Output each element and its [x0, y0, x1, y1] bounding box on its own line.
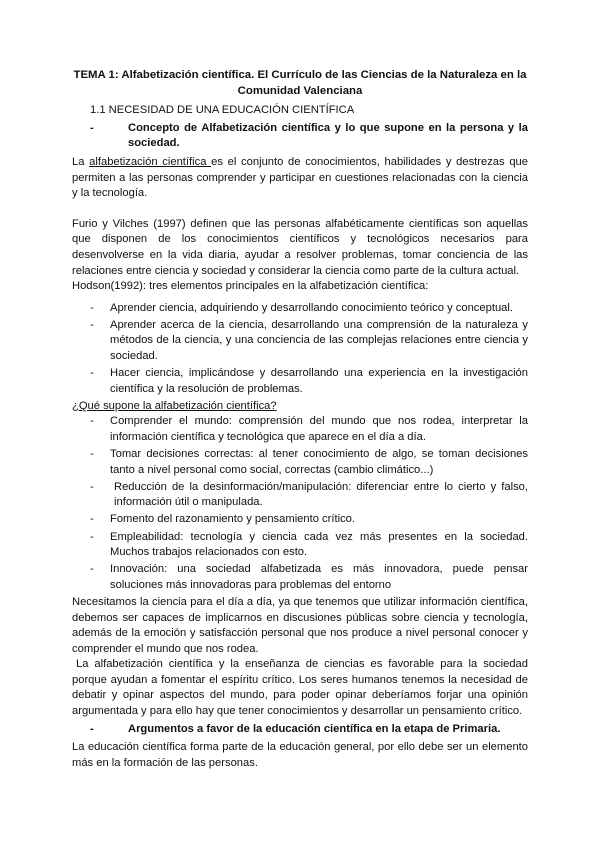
bullet-dash: -: [90, 301, 94, 314]
paragraph-necesitamos: Necesitamos la ciencia para el día a día, ya que tenemos que utilizar información científica, debemos ser capaces de implicarnos en discusiones públicas sobre ciencia y tecnología, además de la emoción y satisfacción personal que nos produce a nivel personal conocer y comprender el mundo que nos rodea.: [72, 595, 528, 655]
list-item: - Innovación: una sociedad alfabetizada es más innovadora, puede pensar soluciones más innovadoras para problemas del entorno: [72, 562, 528, 593]
document-title: TEMA 1: Alfabetización científica. El Currículo de las Ciencias de la Naturaleza en la Comunidad Valenciana: [73, 69, 527, 97]
paragraph-favorable: La alfabetización científica y la enseñanza de ciencias es favorable para la sociedad porque ayudan a fomentar el espíritu crítico. Los seres humanos tenemos la necesidad de debatir y opinar aspectos del mundo, para poder opinar deberíamos forjar una opinión argumentada y para ello hay que tener conocimientos y desarrollar un pensamiento crítico.: [72, 658, 528, 718]
list-item: - Empleabilidad: tecnología y ciencia cada vez más presentes en la sociedad. Muchos trabajos relacionados con esto.: [72, 530, 528, 561]
list-item: - Reducción de la desinformación/manipulación: diferenciar entre lo cierto y falso, información útil o manipulada.: [72, 480, 528, 511]
bullet-dash: -: [90, 415, 94, 428]
list-item: - Fomento del razonamiento y pensamiento crítico.: [72, 512, 528, 528]
list-item: - Aprender ciencia, adquiriendo y desarrollando conocimiento teórico y conceptual.: [72, 301, 528, 317]
paragraph-rest: es el conjunto de conocimientos, habilidades y destrezas que permiten a las personas comprender y participar en cuestiones relacionadas con la ciencia y la tecnología.: [72, 155, 528, 200]
list-item: - Aprender acerca de la ciencia, desarrollando una comprensión de la naturaleza y métodos de la ciencia, y una conciencia de las complejas relaciones entre ciencia y sociedad.: [72, 318, 528, 365]
bullet-dash: -: [90, 121, 94, 134]
paragraph-definition: [72, 155, 528, 202]
underlined-term: alfabetización científica: [89, 155, 212, 168]
bullet-dash: -: [90, 530, 94, 543]
subsection-heading-text: Concepto de Alfabetización científica y lo que supone en la persona y la sociedad.: [128, 121, 528, 150]
bullet-dash: -: [90, 318, 94, 331]
bullet-dash: -: [90, 563, 94, 576]
paragraph-prefix: La: [72, 155, 90, 168]
question-heading: ¿Qué supone la alfabetización científica?: [72, 399, 277, 412]
bullet-dash: -: [90, 448, 94, 461]
list-item: - Comprender el mundo: comprensión del mundo que nos rodea, interpretar la información científica y tecnológica que aparece en el día a día.: [72, 414, 528, 445]
bullet-dash: -: [90, 367, 94, 380]
bullet-dash: -: [90, 722, 94, 735]
list-item: - Hacer ciencia, implicándose y desarrollando una experiencia en la investigación científica y la resolución de problemas.: [72, 366, 528, 397]
bullet-dash: -: [90, 513, 94, 526]
list-item: - Tomar decisiones correctas: al tener conocimiento de algo, se toman decisiones tanto a nivel personal como social, correctas (cambio climático...): [72, 447, 528, 478]
section-heading: 1.1 NECESIDAD DE UNA EDUCACIÓN CIENTÍFICA: [90, 104, 355, 117]
subsection-heading-text: Argumentos a favor de la educación científica en la etapa de Primaria.: [128, 722, 501, 735]
paragraph-hodson: Hodson(1992): tres elementos principales en la alfabetización científica:: [72, 280, 429, 293]
paragraph-furio-vilches: Furio y Vilches (1997) definen que las personas alfabéticamente científicas son aquellas que disponen de los conocimientos científicos y tecnológicos necesarios para desenvolverse en la vida diaria, ayudar a resolver problemas, tomar conciencia de las relaciones entre ciencia y sociedad y considerar la ciencia como parte de la cultura actual.: [72, 217, 528, 277]
subsection-heading-argumentos: [72, 722, 528, 738]
subsection-heading-concepto: [72, 121, 528, 152]
bullet-dash: -: [90, 480, 94, 493]
paragraph-educacion-general: La educación científica forma parte de la educación general, por ello debe ser un elemento más en la formación de las personas.: [72, 741, 528, 769]
hodson-list: [72, 301, 528, 398]
supone-list: [72, 414, 528, 593]
